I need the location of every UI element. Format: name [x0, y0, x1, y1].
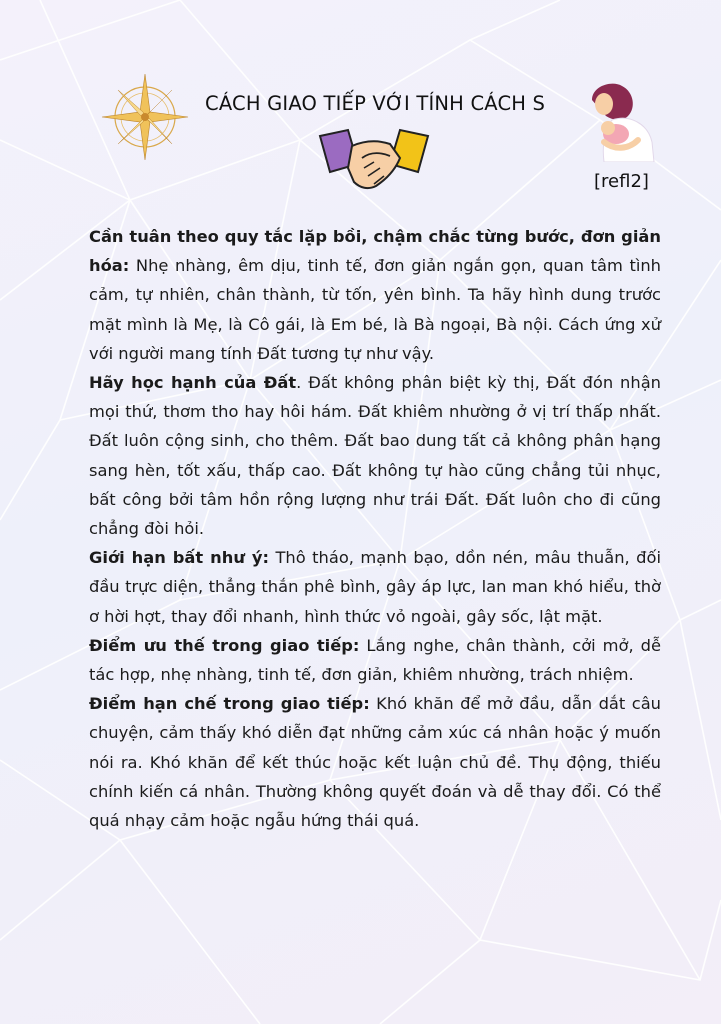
page-title: CÁCH GIAO TIẾP VỚI TÍNH CÁCH S — [205, 92, 546, 115]
section-body-1: Nhẹ nhàng, êm dịu, tinh tế, đơn giản ngắn gọn, quan tâm tình cảm, tự nhiên, chân thành, từ tốn, yên bình. Ta hãy hình dung trước mặt mình là Mẹ, là Cô gái, là Em bé, là Bà ngoại, Bà nội. Cách ứng xử với người mang tính Đất tương tự như vậy. — [89, 256, 661, 363]
section-body-4: Lắng nghe, chân thành, cởi mở, dễ tác hợp, nhẹ nhàng, tinh tế, đơn giản, khiêm nhường, trách nhiệm. — [89, 635, 662, 685]
section-paragraph-2 — [89, 368, 661, 543]
section-heading-2: Hãy học hạnh của Đất — [89, 373, 297, 393]
reference-tag: [refl2] — [594, 171, 649, 192]
section-body-5: Khó khăn để mở đầu, dẫn dắt câu chuyện, cảm thấy khó diễn đạt những cảm xúc cá nhân hoặc ý muốn nói ra. Khó khăn để kết thúc hoặc kết luận chủ đề. Thụ động, thiếu chính kiến cá nhân. Thường không quyết đoán và dễ thay đổi. Có thể quá nhạy cảm hoặc ngẫu hứng thái quá. — [89, 694, 661, 831]
handshake-icon — [318, 128, 430, 194]
section-heading-3: Giới hạn bất như ý: — [89, 548, 269, 568]
section-heading-1: Cần tuân theo quy tắc lặp bồi, chậm chắc từng bước, đơn giản hóa: — [89, 227, 661, 276]
section-body-3: Thô tháo, mạnh bạo, dồn nén, mâu thuẫn, đối đầu trực diện, thẳng thắn phê bình, gây áp lực, lan man khó hiểu, thờ ơ hời hợt, thay đổi nhanh, hình thức vỏ ngoài, gây sốc, lật mặt. — [89, 548, 661, 626]
section-paragraph-1 — [89, 222, 661, 368]
compass-star-icon — [100, 72, 190, 162]
section-paragraph-4 — [89, 631, 661, 689]
section-paragraph-5 — [89, 689, 661, 835]
section-body-2: . Đất không phân biệt kỳ thị, Đất đón nhận mọi thứ, thơm tho hay hôi hám. Đất khiêm nhường ở vị trí thấp nhất. Đất luôn cộng sinh, cho thêm. Đất bao dung tất cả không phân hạng sang hèn, tốt xấu, thấp cao. Đất không tự hào cũng chẳng tủi nhục, bất công bởi tâm hồn rộng lượng như trái Đất. Đất luôn cho đi cũng chẳng đòi hỏi. — [89, 373, 661, 539]
section-heading-5: Điểm hạn chế trong giao tiếp: — [89, 694, 370, 714]
mother-baby-icon — [582, 80, 660, 162]
section-heading-4: Điểm ưu thế trong giao tiếp: — [89, 635, 360, 655]
section-paragraph-3 — [89, 543, 661, 631]
main-content — [89, 222, 661, 835]
